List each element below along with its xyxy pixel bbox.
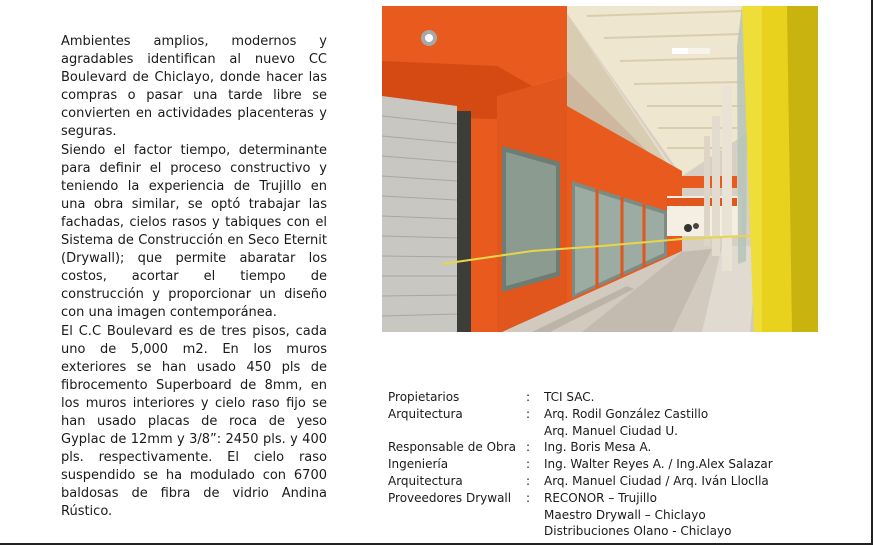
credit-role: Proveedores Drywall bbox=[388, 490, 512, 505]
credit-row-ingenieria bbox=[388, 456, 828, 473]
credit-value: Ing. Walter Reyes A. / Ing.Alex Salazar bbox=[544, 457, 773, 472]
credit-values bbox=[544, 406, 828, 440]
credit-separator: : bbox=[526, 390, 531, 404]
credit-value: Ing. Boris Mesa A. bbox=[544, 440, 652, 455]
credit-value: Distribuciones Olano - Chiclayo bbox=[544, 524, 732, 539]
credit-role: Responsable de Obra bbox=[388, 440, 516, 455]
credit-values bbox=[544, 456, 828, 473]
credit-value: TCI SAC. bbox=[544, 390, 595, 404]
credit-role: Arquitectura bbox=[388, 473, 463, 488]
credit-values bbox=[544, 389, 828, 406]
credit-values bbox=[544, 490, 828, 540]
credit-role: Ingeniería bbox=[388, 457, 449, 472]
credit-value: Arq. Manuel Ciudad U. bbox=[544, 423, 678, 438]
credits-table bbox=[388, 389, 828, 540]
credit-role: Arquitectura bbox=[388, 406, 463, 421]
article-paragraph-3: El C.C Boulevard es de tres pisos, cada uno de 5,000 m2. En los muros exteriores se han usado 450 pls de fibrocemento Superboard de 8mm, en los muros interiores y cielo raso fijo se han usado placas de roca de yeso Gyplac de 12mm y 3/8”: 2450 pls. y 400 pls. respectivamente. El cielo raso suspendido se ha modulado con 6700 baldosas de fibra de vidrio Andina Rústico. bbox=[61, 323, 327, 520]
credit-separator: : bbox=[526, 440, 531, 455]
credit-value: Maestro Drywall – Chiclayo bbox=[544, 507, 706, 522]
article-body bbox=[61, 33, 327, 522]
credit-row-proveedores-drywall bbox=[388, 490, 828, 540]
credit-values bbox=[544, 473, 828, 490]
credit-row-arquitectura-2 bbox=[388, 473, 828, 490]
credit-role: Propietarios bbox=[388, 390, 460, 404]
article-paragraph-1: Ambientes amplios, modernos y agradables identifican al nuevo CC Boulevard de Chiclayo, donde hacer las compras o pasar una tarde libre se convierten en actividades placenteras y seguras. bbox=[61, 34, 327, 140]
article-paragraph-2: Siendo el factor tiempo, determinante para definir el proceso constructivo y teniendo la experiencia de Trujillo en una obra similar, se optó trabajar las fachadas, cielos rasos y tabiques con el Sistema de Construcción en Seco Eternit (Drywall); que permite abaratar los costos, acortar el tiempo de construcción y proporcionar un diseño con una imagen contemporánea. bbox=[61, 142, 327, 321]
credit-separator: : bbox=[526, 473, 531, 488]
credit-separator: : bbox=[526, 490, 531, 505]
credit-row-arquitectura bbox=[388, 406, 828, 440]
credit-separator: : bbox=[526, 406, 531, 421]
credit-row-propietarios bbox=[388, 389, 828, 406]
corridor-illustration bbox=[382, 6, 818, 332]
mall-corridor-photo bbox=[382, 6, 818, 332]
credit-row-responsable-de-obra bbox=[388, 439, 828, 456]
credit-value: RECONOR – Trujillo bbox=[544, 490, 657, 505]
credit-values bbox=[544, 439, 828, 456]
credit-value: Arq. Manuel Ciudad / Arq. Iván Lloclla bbox=[544, 473, 769, 488]
credit-separator: : bbox=[526, 457, 531, 472]
credit-value: Arq. Rodil González Castillo bbox=[544, 406, 709, 421]
